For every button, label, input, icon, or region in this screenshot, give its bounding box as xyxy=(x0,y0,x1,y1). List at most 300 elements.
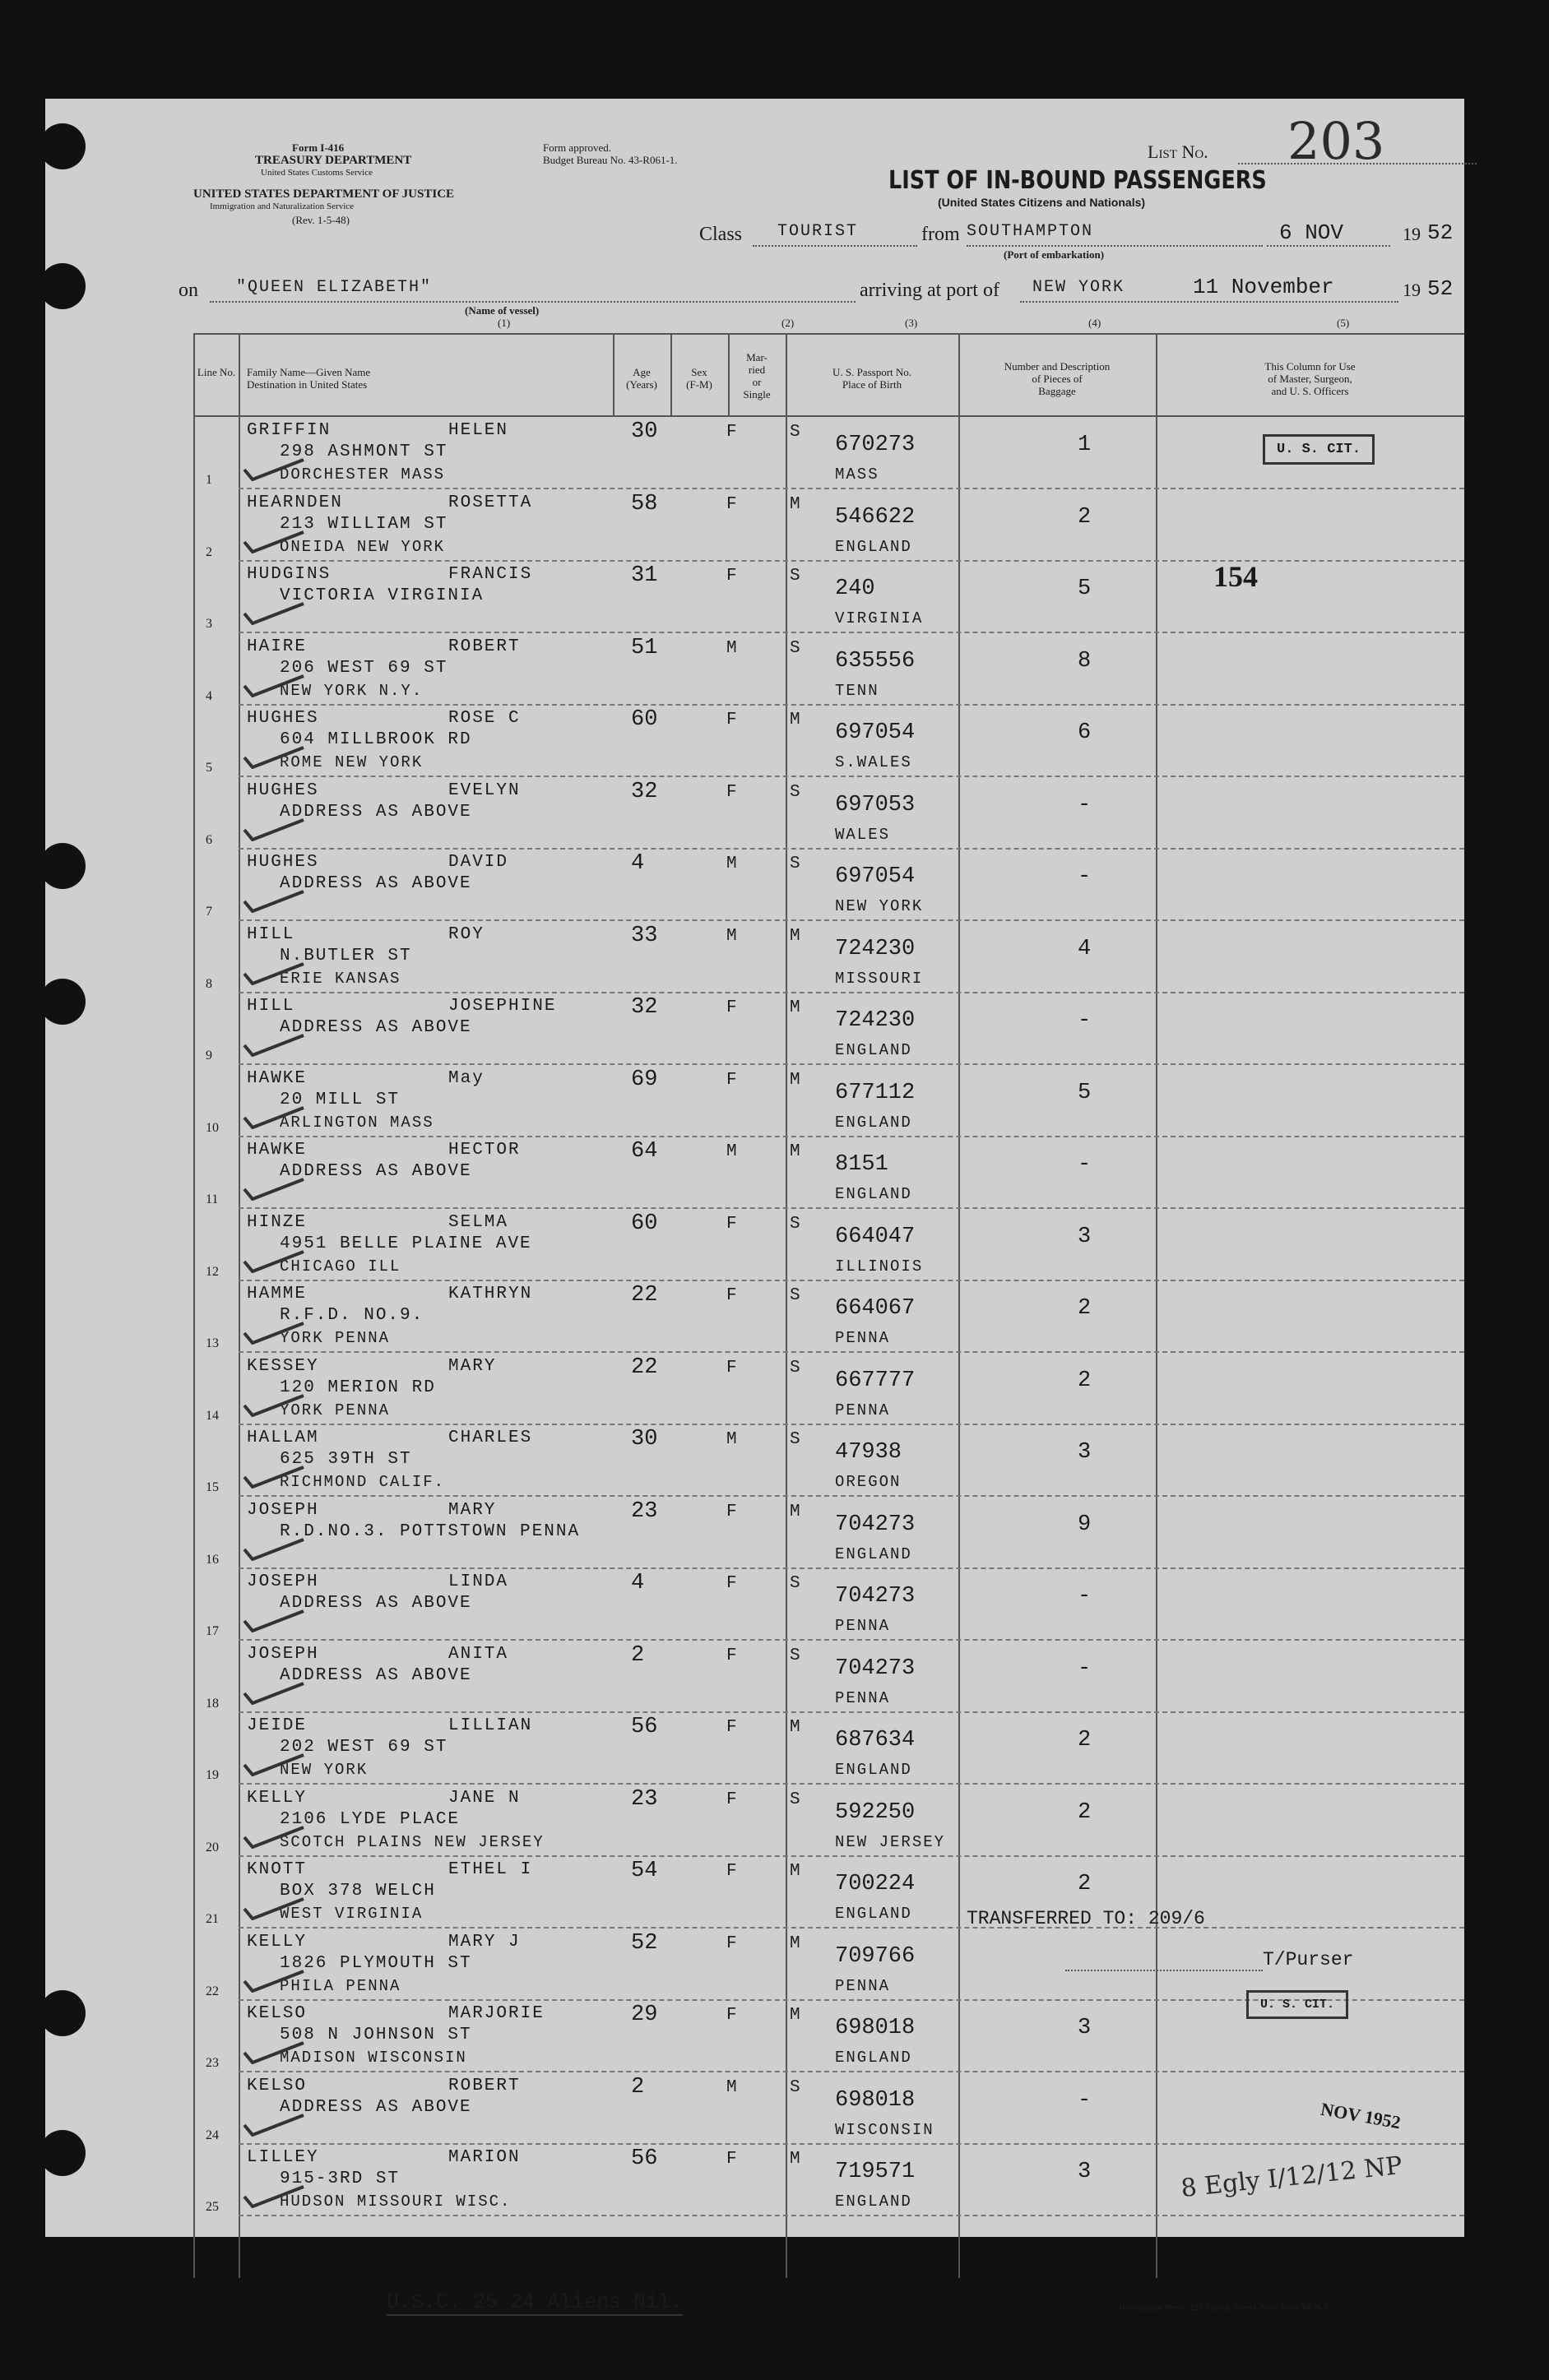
place-of-birth: ENGLAND xyxy=(835,1905,912,1923)
line-number: 16 xyxy=(206,1552,219,1567)
address-line-2: YORK PENNA xyxy=(280,1401,391,1419)
family-name: JEIDE xyxy=(247,1716,308,1735)
arrival-port: NEW YORK xyxy=(1032,278,1125,297)
checkmark-icon xyxy=(241,1536,307,1561)
age: 52 xyxy=(631,1930,658,1956)
age: 22 xyxy=(631,1283,658,1308)
family-name: HUGHES xyxy=(247,853,319,872)
baggage-count: 2 xyxy=(1078,504,1092,530)
header-officers-3: and U. S. Officers xyxy=(1271,385,1349,397)
family-name: KELLY xyxy=(247,1932,308,1952)
family-name: HUGHES xyxy=(247,780,319,800)
header-married-3: or xyxy=(752,376,762,388)
header-baggage-3: Baggage xyxy=(1038,385,1076,397)
vessel-caption: (Name of vessel) xyxy=(465,304,540,317)
sex: F xyxy=(726,567,739,586)
given-name: ROSE C xyxy=(448,709,521,728)
line-number: 18 xyxy=(206,1696,219,1711)
passport-number: 47938 xyxy=(835,1440,902,1465)
family-name: HILL xyxy=(247,997,295,1016)
baggage-count: 5 xyxy=(1078,1080,1092,1105)
sex: F xyxy=(726,1358,739,1378)
address-line-2: NEW YORK xyxy=(280,1761,369,1779)
address-line-2: MADISON WISCONSIN xyxy=(280,2049,467,2067)
sex: F xyxy=(726,1790,739,1809)
address-line-2: CHICAGO ILL xyxy=(280,1257,401,1276)
address-line-1: 2106 LYDE PLACE xyxy=(280,1809,461,1829)
port-embark-caption: (Port of embarkation) xyxy=(1004,248,1105,261)
passport-number: 709766 xyxy=(835,1943,916,1969)
place-of-birth: OREGON xyxy=(835,1473,902,1491)
baggage-count: 2 xyxy=(1078,1296,1092,1321)
marital-status: M xyxy=(790,1070,802,1090)
passenger-list-sheet xyxy=(45,99,1464,2314)
passport-number: 546622 xyxy=(835,504,916,530)
age: 4 xyxy=(631,1571,645,1595)
address-line-1: BOX 378 WELCH xyxy=(280,1882,436,1901)
passport-number: 724230 xyxy=(835,936,916,961)
given-name: ROY xyxy=(448,924,485,944)
sex: F xyxy=(726,1862,739,1881)
baggage-count: 2 xyxy=(1078,1728,1092,1753)
col-num-4: (4) xyxy=(1088,317,1101,329)
checkmark-icon xyxy=(241,1464,307,1489)
checkmark-icon xyxy=(241,1752,307,1776)
us-citizen-stamp-2: U. S. CIT. xyxy=(1246,1990,1348,2019)
line-number: 13 xyxy=(206,1336,219,1350)
place-of-birth: ENGLAND xyxy=(835,1041,912,1059)
sex: F xyxy=(726,423,739,442)
marital-status: S xyxy=(790,782,802,802)
sex: M xyxy=(726,1430,739,1449)
checkmark-icon xyxy=(241,1824,307,1849)
place-of-birth: ENGLAND xyxy=(835,537,912,556)
marital-status: S xyxy=(790,854,802,873)
given-name: May xyxy=(448,1068,485,1088)
place-of-birth: ENGLAND xyxy=(835,1113,912,1132)
passenger-row xyxy=(45,922,1464,993)
family-name: LILLEY xyxy=(247,2148,319,2167)
place-of-birth: S.WALES xyxy=(835,753,912,771)
address-line-2: SCOTCH PLAINS NEW JERSEY xyxy=(280,1832,545,1851)
passport-number: 724230 xyxy=(835,1008,916,1033)
family-name: KELSO xyxy=(247,2076,308,2095)
header-married-4: Single xyxy=(743,388,771,401)
baggage-count: 3 xyxy=(1078,2016,1092,2040)
family-name: HALLAM xyxy=(247,1428,319,1447)
address-line-1: 202 WEST 69 ST xyxy=(280,1738,448,1757)
checkmark-icon xyxy=(241,961,307,985)
age: 32 xyxy=(631,995,658,1020)
header-age-years: (Years) xyxy=(626,378,657,391)
passenger-row xyxy=(45,1137,1464,1209)
family-name: JOSEPH xyxy=(247,1644,319,1664)
passenger-row xyxy=(45,1425,1464,1497)
sex: F xyxy=(726,1718,739,1737)
address-line-1: 625 39TH ST xyxy=(280,1450,412,1469)
marital-status: S xyxy=(790,423,802,442)
address-line-1: 1826 PLYMOUTH ST xyxy=(280,1953,472,1973)
arrival-date: 11 November xyxy=(1193,275,1334,299)
age: 56 xyxy=(631,2146,658,2171)
passport-number: 687634 xyxy=(835,1728,916,1753)
given-name: CHARLES xyxy=(448,1428,533,1447)
address-line-2: ERIE KANSAS xyxy=(280,969,401,988)
place-of-birth: NEW YORK xyxy=(835,897,924,915)
revision: (Rev. 1-5-48) xyxy=(292,214,350,226)
address-line-1: ADDRESS AS ABOVE xyxy=(280,2097,472,2117)
age: 32 xyxy=(631,779,658,804)
family-name: HEARNDEN xyxy=(247,493,343,512)
address-line-1: R.D.NO.3. POTTSTOWN PENNA xyxy=(280,1521,581,1541)
passport-number: 704273 xyxy=(835,1655,916,1681)
place-of-birth: WALES xyxy=(835,825,891,844)
given-name: SELMA xyxy=(448,1212,509,1232)
address-line-1: ADDRESS AS ABOVE xyxy=(280,1665,472,1685)
given-name: ETHEL I xyxy=(448,1860,533,1879)
sex: F xyxy=(726,1214,739,1234)
passport-number: 592250 xyxy=(835,1799,916,1825)
given-name: ROBERT xyxy=(448,637,521,656)
header-name: Family Name—Given Name xyxy=(247,366,371,378)
passport-number: 670273 xyxy=(835,433,916,457)
header-sex-fm: (F-M) xyxy=(686,378,712,391)
on-label: on xyxy=(179,280,198,301)
age: 30 xyxy=(631,419,658,444)
family-name: HILL xyxy=(247,924,295,944)
address-line-1: 915-3RD ST xyxy=(280,2169,401,2188)
baggage-count: 3 xyxy=(1078,1440,1092,1465)
passenger-row xyxy=(45,1354,1464,1425)
checkmark-icon xyxy=(241,673,307,697)
family-name: KELLY xyxy=(247,1788,308,1808)
place-of-birth: VIRGINIA xyxy=(835,609,924,627)
marital-status: M xyxy=(790,711,802,729)
address-line-2: PHILA PENNA xyxy=(280,1976,401,1995)
marital-status: M xyxy=(790,2006,802,2025)
checkmark-icon xyxy=(241,1680,307,1705)
place-of-birth: PENNA xyxy=(835,1688,891,1707)
marital-status: S xyxy=(790,1574,802,1593)
given-name: KATHRYN xyxy=(448,1285,533,1303)
address-line-2: DORCHESTER MASS xyxy=(280,465,446,484)
budget-bureau: Budget Bureau No. 43-R061-1. xyxy=(543,154,678,166)
binder-hole xyxy=(39,1990,86,2036)
family-name: JOSEPH xyxy=(247,1572,319,1591)
transferred-note: TRANSFERRED TO: 209/6 xyxy=(967,1908,1205,1929)
checkmark-icon xyxy=(241,1104,307,1129)
marital-status: M xyxy=(790,1502,802,1521)
place-of-birth: NEW JERSEY xyxy=(835,1832,946,1851)
line-number: 1 xyxy=(206,473,212,487)
passenger-row xyxy=(45,706,1464,777)
header-married-1: Mar- xyxy=(746,351,768,363)
vessel-name: "QUEEN ELIZABETH" xyxy=(236,278,433,297)
passport-number: 704273 xyxy=(835,1512,916,1537)
marital-status: M xyxy=(790,1933,802,1953)
passenger-row xyxy=(45,1210,1464,1281)
place-of-birth: PENNA xyxy=(835,1617,891,1635)
date-stamp: NOV 1952 xyxy=(1319,2098,1403,2133)
marital-status: M xyxy=(790,2150,802,2169)
binder-hole xyxy=(39,843,86,889)
passport-number: 635556 xyxy=(835,648,916,674)
us-citizen-stamp: U. S. CIT. xyxy=(1263,434,1375,465)
passenger-row xyxy=(45,850,1464,921)
baggage-count: - xyxy=(1078,1655,1092,1681)
list-number: 203 xyxy=(1287,111,1385,171)
given-name: MARJORIE xyxy=(448,2004,545,2023)
address-line-2: RICHMOND CALIF. xyxy=(280,1473,446,1491)
binder-hole xyxy=(39,979,86,1025)
passport-number: 700224 xyxy=(835,1872,916,1896)
sex: F xyxy=(726,1646,739,1665)
place-of-birth: TENN xyxy=(835,681,879,700)
marital-status: S xyxy=(790,1430,802,1449)
passport-number: 677112 xyxy=(835,1080,916,1105)
line-number: 2 xyxy=(206,544,212,559)
passenger-row xyxy=(45,1857,1464,1929)
embarkation-date: 6 NOV xyxy=(1279,220,1344,245)
header-age: Age xyxy=(633,366,651,378)
baggage-count: 9 xyxy=(1078,1512,1092,1537)
given-name: EVELYN xyxy=(448,780,521,800)
address-line-1: 4951 BELLE PLAINE AVE xyxy=(280,1234,532,1253)
checkmark-icon xyxy=(241,2040,307,2064)
given-name: MARY J xyxy=(448,1932,521,1952)
col-num-3: (3) xyxy=(905,317,918,329)
family-name: HAIRE xyxy=(247,637,308,656)
address-line-1: 508 N JOHNSON ST xyxy=(280,2026,472,2044)
address-line-1: R.F.D. NO.9. xyxy=(280,1306,424,1325)
marital-status: S xyxy=(790,638,802,658)
col-num-1: (1) xyxy=(498,317,511,329)
binder-hole xyxy=(39,2130,86,2176)
place-of-birth: ENGLAND xyxy=(835,1544,912,1563)
passport-number: 704273 xyxy=(835,1584,916,1609)
address-line-1: ADDRESS AS ABOVE xyxy=(280,802,472,822)
marital-status: S xyxy=(790,1214,802,1234)
line-number: 11 xyxy=(206,1192,219,1206)
passenger-row xyxy=(45,1713,1464,1785)
family-name: HUDGINS xyxy=(247,565,332,584)
line-number: 8 xyxy=(206,976,212,991)
marital-status: M xyxy=(790,1142,802,1161)
checkmark-icon xyxy=(241,888,307,913)
address-line-2: YORK PENNA xyxy=(280,1329,391,1347)
checkmark-icon xyxy=(241,1608,307,1632)
line-number: 9 xyxy=(206,1049,212,1063)
agency-treasury-sub: United States Customs Service xyxy=(261,168,373,178)
address-line-2: ROME NEW YORK xyxy=(280,753,424,771)
age: 30 xyxy=(631,1427,658,1452)
address-line-2: ONEIDA NEW YORK xyxy=(280,537,446,556)
line-number: 7 xyxy=(206,905,212,919)
age: 22 xyxy=(631,1354,658,1380)
age: 69 xyxy=(631,1067,658,1092)
passport-number: 8151 xyxy=(835,1152,888,1177)
marital-status: M xyxy=(790,494,802,514)
checkmark-icon xyxy=(241,2183,307,2208)
place-of-birth: ENGLAND xyxy=(835,1185,912,1203)
age: 54 xyxy=(631,1859,658,1883)
given-name: JOSEPHINE xyxy=(448,997,557,1016)
line-number: 15 xyxy=(206,1480,219,1494)
sex: F xyxy=(726,1574,739,1593)
age: 23 xyxy=(631,1786,658,1812)
given-name: DAVID xyxy=(448,853,509,872)
marital-status: S xyxy=(790,1286,802,1305)
marital-status: S xyxy=(790,1646,802,1665)
baggage-count: 2 xyxy=(1078,1368,1092,1393)
given-name: LINDA xyxy=(448,1572,509,1591)
place-of-birth: PENNA xyxy=(835,1976,891,1995)
given-name: ANITA xyxy=(448,1644,509,1664)
sex: M xyxy=(726,638,739,658)
line-number: 19 xyxy=(206,1768,219,1782)
purser-label: T/Purser xyxy=(1263,1949,1354,1970)
printer-imprint: Devonshire Press, 225 Varick Street, New York 14, N.Y. xyxy=(1119,2303,1332,2313)
checkmark-icon xyxy=(241,456,307,481)
checkmark-icon xyxy=(241,2112,307,2137)
address-line-1: 120 MERION RD xyxy=(280,1378,436,1397)
header-officers-1: This Column for Use xyxy=(1264,360,1356,373)
checkmark-icon xyxy=(241,1968,307,1993)
given-name: ROBERT xyxy=(448,2076,521,2095)
passenger-row xyxy=(45,778,1464,850)
line-number: 5 xyxy=(206,761,212,775)
baggage-count: 6 xyxy=(1078,720,1092,745)
family-name: GRIFFIN xyxy=(247,421,332,440)
form-approved: Form approved. xyxy=(543,141,612,154)
passenger-count: 154 xyxy=(1213,560,1258,593)
sex: F xyxy=(726,1502,739,1521)
age: 31 xyxy=(631,563,658,588)
class-value: TOURIST xyxy=(777,222,859,241)
col-num-5: (5) xyxy=(1337,317,1350,329)
binder-hole xyxy=(39,123,86,169)
list-no-label: List No. xyxy=(1148,141,1208,162)
baggage-count: 4 xyxy=(1078,936,1092,961)
baggage-count: 5 xyxy=(1078,576,1092,601)
header-baggage-2: of Pieces of xyxy=(1032,373,1083,385)
sex: F xyxy=(726,998,739,1017)
age: 23 xyxy=(631,1498,658,1524)
place-of-birth: ENGLAND xyxy=(835,2049,912,2067)
passenger-row xyxy=(45,1785,1464,1857)
line-number: 21 xyxy=(206,1912,219,1926)
passport-number: 719571 xyxy=(835,2160,916,2184)
header-birthplace: Place of Birth xyxy=(842,378,902,391)
age: 64 xyxy=(631,1139,658,1164)
sex: F xyxy=(726,1286,739,1305)
family-name: HAWKE xyxy=(247,1141,308,1160)
passenger-row xyxy=(45,418,1464,489)
binder-hole xyxy=(39,263,86,309)
marital-status: S xyxy=(790,567,802,586)
given-name: HECTOR xyxy=(448,1141,521,1160)
citizen-alien-summary: U.S.C. 25 24 Aliens Nil. xyxy=(387,2290,684,2314)
embark-year: 52 xyxy=(1427,220,1454,245)
checkmark-icon xyxy=(241,744,307,769)
address-line-1: ADDRESS AS ABOVE xyxy=(280,1162,472,1181)
sex: F xyxy=(726,2150,739,2169)
header-officers-2: of Master, Surgeon, xyxy=(1268,373,1352,385)
marital-status: M xyxy=(790,1862,802,1881)
col-num-2: (2) xyxy=(781,317,795,329)
baggage-count: 3 xyxy=(1078,2160,1092,2184)
passenger-row xyxy=(45,993,1464,1065)
place-of-birth: ILLINOIS xyxy=(835,1257,924,1276)
line-number: 22 xyxy=(206,1984,219,1998)
passport-number: 698018 xyxy=(835,2087,916,2113)
line-number: 23 xyxy=(206,2056,219,2070)
passport-number: 240 xyxy=(835,576,875,601)
class-label: Class xyxy=(699,224,743,245)
header-passport: U. S. Passport No. xyxy=(832,366,912,378)
baggage-count: 1 xyxy=(1078,433,1092,457)
address-line-1: ADDRESS AS ABOVE xyxy=(280,1594,472,1613)
checkmark-icon xyxy=(241,529,307,553)
age: 29 xyxy=(631,2003,658,2027)
address-line-1: 20 MILL ST xyxy=(280,1090,401,1109)
checkmark-icon xyxy=(241,600,307,625)
line-number: 12 xyxy=(206,1264,219,1279)
header-destination: Destination in United States xyxy=(247,378,368,391)
address-line-2: HUDSON MISSOURI WISC. xyxy=(280,2192,512,2211)
passport-number: 697054 xyxy=(835,864,916,889)
passenger-row xyxy=(45,1066,1464,1137)
baggage-count: - xyxy=(1078,864,1092,889)
sex: F xyxy=(726,494,739,514)
baggage-count: 8 xyxy=(1078,648,1092,674)
address-line-1: ADDRESS AS ABOVE xyxy=(280,874,472,893)
given-name: JANE N xyxy=(448,1788,521,1808)
sex: M xyxy=(726,1142,739,1161)
given-name: HELEN xyxy=(448,421,509,440)
address-line-2: ARLINGTON MASS xyxy=(280,1113,434,1132)
age: 4 xyxy=(631,851,645,876)
header-sex: Sex xyxy=(691,366,707,378)
address-line-1: ADDRESS AS ABOVE xyxy=(280,1018,472,1037)
passenger-row xyxy=(45,1281,1464,1353)
family-name: HUGHES xyxy=(247,709,319,728)
place-of-birth: MISSOURI xyxy=(835,969,924,988)
line-number: 10 xyxy=(206,1120,219,1135)
passport-number: 667777 xyxy=(835,1368,916,1393)
family-name: HAMME xyxy=(247,1285,308,1303)
place-of-birth: ENGLAND xyxy=(835,2192,912,2211)
address-line-1: 604 MILLBROOK RD xyxy=(280,730,472,749)
given-name: FRANCIS xyxy=(448,565,533,584)
passport-number: 664067 xyxy=(835,1296,916,1321)
examiner-initials: 8 Egly I/12/12 NP xyxy=(1179,2151,1404,2204)
family-name: JOSEPH xyxy=(247,1500,319,1520)
header-married-2: ried xyxy=(748,363,766,376)
family-name: KNOTT xyxy=(247,1860,308,1879)
checkmark-icon xyxy=(241,1248,307,1273)
given-name: LILLIAN xyxy=(448,1716,533,1735)
line-number: 4 xyxy=(206,688,212,703)
checkmark-icon xyxy=(241,1392,307,1417)
sex: M xyxy=(726,854,739,873)
checkmark-icon xyxy=(241,1032,307,1057)
form-number: Form I-416 xyxy=(292,141,345,154)
address-line-2: NEW YORK N.Y. xyxy=(280,681,424,700)
baggage-count: - xyxy=(1078,1584,1092,1609)
passport-number: 697054 xyxy=(835,720,916,745)
sex: F xyxy=(726,711,739,729)
